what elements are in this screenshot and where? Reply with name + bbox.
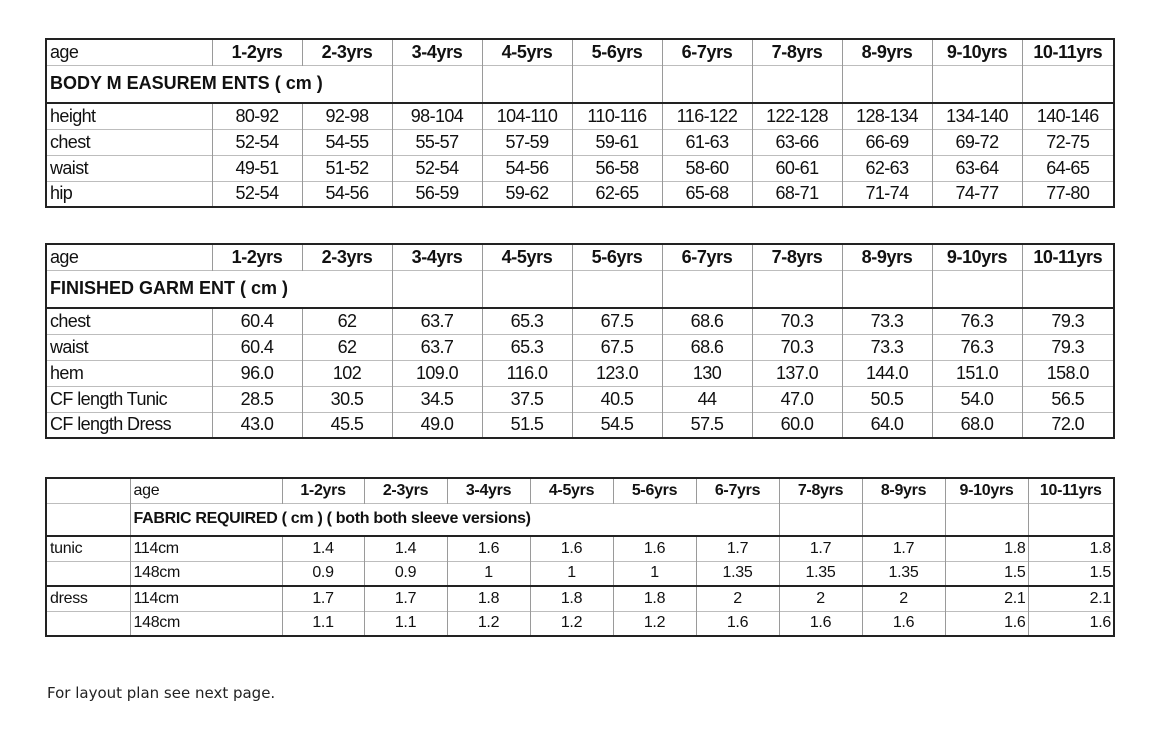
table-cell: 56.5 (1022, 386, 1114, 412)
fabric-width-label: 148cm (130, 611, 282, 636)
table-cell: 1.1 (364, 611, 447, 636)
fabric-width-label: 148cm (130, 561, 282, 586)
table-cell: 76.3 (932, 334, 1022, 360)
table-cell: 1.7 (282, 586, 364, 611)
table-cell: 0.9 (282, 561, 364, 586)
table-cell: 1.8 (530, 586, 613, 611)
table-cell: 140-146 (1022, 103, 1114, 129)
table-cell: 1.6 (613, 536, 696, 561)
table-cell: 57-59 (482, 129, 572, 155)
table-cell: 51-52 (302, 155, 392, 181)
table-cell: 151.0 (932, 360, 1022, 386)
table-cell: 1.4 (364, 536, 447, 561)
section-title-row (46, 65, 1114, 103)
table-cell: 70.3 (752, 308, 842, 334)
table-cell: 54.0 (932, 386, 1022, 412)
table-cell: 144.0 (842, 360, 932, 386)
row-label: height (46, 103, 212, 129)
table-cell: 130 (662, 360, 752, 386)
table-cell: 1.6 (945, 611, 1028, 636)
age-col-header: 4-5yrs (482, 244, 572, 270)
table-cell: 63-66 (752, 129, 842, 155)
table-cell: 110-116 (572, 103, 662, 129)
table-cell: 45.5 (302, 412, 392, 438)
table-cell: 1.7 (862, 536, 945, 561)
row-label: chest (46, 308, 212, 334)
section-title: BODY M EASUREM ENTS ( cm ) (46, 65, 392, 103)
table-cell: 62-65 (572, 181, 662, 207)
table-cell: 69-72 (932, 129, 1022, 155)
table-row (46, 129, 1114, 155)
finished-garment-table (45, 243, 1115, 439)
table-cell: 71-74 (842, 181, 932, 207)
table-cell: 1.6 (1028, 611, 1114, 636)
table-row (46, 334, 1114, 360)
table-cell: 76.3 (932, 308, 1022, 334)
age-col-header: 6-7yrs (696, 478, 779, 503)
table-cell: 92-98 (302, 103, 392, 129)
table-cell: 72.0 (1022, 412, 1114, 438)
age-label: age (46, 244, 212, 270)
table-cell: 66-69 (842, 129, 932, 155)
age-col-header: 9-10yrs (945, 478, 1028, 503)
row-label: waist (46, 155, 212, 181)
table-cell: 62 (302, 334, 392, 360)
table-cell: 102 (302, 360, 392, 386)
table-row (46, 155, 1114, 181)
table-cell: 2.1 (945, 586, 1028, 611)
table-cell: 67.5 (572, 334, 662, 360)
table-cell: 80-92 (212, 103, 302, 129)
table-cell: 1.2 (613, 611, 696, 636)
table-cell: 37.5 (482, 386, 572, 412)
row-label: CF length Tunic (46, 386, 212, 412)
table-cell: 67.5 (572, 308, 662, 334)
section-title: FABRIC REQUIRED ( cm ) ( both both sleeve versions) (130, 503, 779, 536)
table-cell: 79.3 (1022, 308, 1114, 334)
age-col-header: 5-6yrs (572, 39, 662, 65)
row-label: hip (46, 181, 212, 207)
table-cell: 1.8 (945, 536, 1028, 561)
age-col-header: 1-2yrs (212, 244, 302, 270)
table-cell: 68-71 (752, 181, 842, 207)
table-row (46, 561, 1114, 586)
table-cell: 1.35 (779, 561, 862, 586)
age-col-header: 1-2yrs (212, 39, 302, 65)
table-row (46, 360, 1114, 386)
table-cell: 54-55 (302, 129, 392, 155)
table-cell: 49.0 (392, 412, 482, 438)
garment-type-label: dress (46, 586, 130, 611)
table-cell: 58-60 (662, 155, 752, 181)
body-measurements-table (45, 38, 1115, 208)
age-col-header: 7-8yrs (779, 478, 862, 503)
footnote: For layout plan see next page. (47, 684, 276, 702)
age-col-header: 8-9yrs (842, 39, 932, 65)
table-cell: 62 (302, 308, 392, 334)
table-cell: 56-58 (572, 155, 662, 181)
row-label: waist (46, 334, 212, 360)
age-col-header: 5-6yrs (613, 478, 696, 503)
table-cell: 44 (662, 386, 752, 412)
age-col-header: 6-7yrs (662, 244, 752, 270)
table-cell: 63.7 (392, 334, 482, 360)
table-cell: 73.3 (842, 308, 932, 334)
table-cell: 60-61 (752, 155, 842, 181)
table-row (46, 386, 1114, 412)
section-title-row (46, 503, 1114, 536)
table-cell: 59-61 (572, 129, 662, 155)
table-cell: 1.7 (696, 536, 779, 561)
age-col-header: 7-8yrs (752, 244, 842, 270)
table-cell: 1 (447, 561, 530, 586)
table-cell: 60.0 (752, 412, 842, 438)
table-cell: 0.9 (364, 561, 447, 586)
table-cell: 52-54 (392, 155, 482, 181)
age-col-header: 8-9yrs (842, 244, 932, 270)
table-cell: 65.3 (482, 308, 572, 334)
table-cell: 1.6 (530, 536, 613, 561)
age-col-header: 9-10yrs (932, 39, 1022, 65)
row-label: chest (46, 129, 212, 155)
age-col-header: 7-8yrs (752, 39, 842, 65)
table-cell: 40.5 (572, 386, 662, 412)
table-cell: 2.1 (1028, 586, 1114, 611)
table-row (46, 611, 1114, 636)
table-cell: 104-110 (482, 103, 572, 129)
table-cell: 1 (530, 561, 613, 586)
table-cell: 1.5 (945, 561, 1028, 586)
age-col-header: 3-4yrs (392, 39, 482, 65)
table-cell: 54.5 (572, 412, 662, 438)
table-row (46, 103, 1114, 129)
table-cell: 128-134 (842, 103, 932, 129)
age-col-header: 5-6yrs (572, 244, 662, 270)
table-cell: 116.0 (482, 360, 572, 386)
table-cell: 1.6 (862, 611, 945, 636)
table-row (46, 181, 1114, 207)
section-title-row (46, 270, 1114, 308)
table-cell: 1.2 (530, 611, 613, 636)
table-cell: 73.3 (842, 334, 932, 360)
row-label: CF length Dress (46, 412, 212, 438)
table-cell: 1.6 (779, 611, 862, 636)
age-col-header: 10-11yrs (1028, 478, 1114, 503)
table-cell: 1.1 (282, 611, 364, 636)
table-cell: 65-68 (662, 181, 752, 207)
age-col-header: 2-3yrs (364, 478, 447, 503)
table-cell: 56-59 (392, 181, 482, 207)
table-cell: 49-51 (212, 155, 302, 181)
table-cell: 57.5 (662, 412, 752, 438)
table-cell: 28.5 (212, 386, 302, 412)
fabric-width-label: 114cm (130, 586, 282, 611)
age-col-header: 6-7yrs (662, 39, 752, 65)
table-cell: 30.5 (302, 386, 392, 412)
table-cell: 123.0 (572, 360, 662, 386)
table-cell: 68.6 (662, 334, 752, 360)
table-cell: 61-63 (662, 129, 752, 155)
table-cell: 1.7 (779, 536, 862, 561)
table-cell: 60.4 (212, 334, 302, 360)
table-cell: 74-77 (932, 181, 1022, 207)
table-cell: 43.0 (212, 412, 302, 438)
table-cell: 1.7 (364, 586, 447, 611)
table-cell: 1.8 (613, 586, 696, 611)
table-cell: 137.0 (752, 360, 842, 386)
age-col-header: 2-3yrs (302, 39, 392, 65)
age-label: age (130, 478, 282, 503)
table-cell: 98-104 (392, 103, 482, 129)
table-cell: 1.5 (1028, 561, 1114, 586)
section-title: FINISHED GARM ENT ( cm ) (46, 270, 392, 308)
table-cell: 54-56 (482, 155, 572, 181)
table-cell: 1.6 (447, 536, 530, 561)
table-cell: 59-62 (482, 181, 572, 207)
table-cell: 52-54 (212, 129, 302, 155)
age-col-header: 2-3yrs (302, 244, 392, 270)
table-row (46, 536, 1114, 561)
table-cell: 2 (696, 586, 779, 611)
table-cell: 1.4 (282, 536, 364, 561)
age-header-row (46, 244, 1114, 270)
age-col-header: 10-11yrs (1022, 244, 1114, 270)
row-label: hem (46, 360, 212, 386)
age-col-header: 3-4yrs (447, 478, 530, 503)
table-cell: 1.2 (447, 611, 530, 636)
table-cell: 60.4 (212, 308, 302, 334)
table-cell: 2 (779, 586, 862, 611)
table-cell: 47.0 (752, 386, 842, 412)
table-cell: 70.3 (752, 334, 842, 360)
table-cell: 1.35 (862, 561, 945, 586)
table-cell: 68.6 (662, 308, 752, 334)
table-cell: 34.5 (392, 386, 482, 412)
table-cell: 1.8 (447, 586, 530, 611)
age-header-row (46, 39, 1114, 65)
table-cell: 1.8 (1028, 536, 1114, 561)
garment-type-label: tunic (46, 536, 130, 561)
table-cell: 64-65 (1022, 155, 1114, 181)
table-cell: 54-56 (302, 181, 392, 207)
table-cell: 65.3 (482, 334, 572, 360)
table-row (46, 586, 1114, 611)
table-cell: 77-80 (1022, 181, 1114, 207)
age-col-header: 4-5yrs (482, 39, 572, 65)
table-cell: 109.0 (392, 360, 482, 386)
age-header-row (46, 478, 1114, 503)
table-cell: 2 (862, 586, 945, 611)
table-cell: 64.0 (842, 412, 932, 438)
fabric-required-table (45, 477, 1115, 637)
table-cell: 96.0 (212, 360, 302, 386)
table-cell: 55-57 (392, 129, 482, 155)
age-col-header: 3-4yrs (392, 244, 482, 270)
table-cell: 68.0 (932, 412, 1022, 438)
table-cell: 52-54 (212, 181, 302, 207)
table-cell: 63-64 (932, 155, 1022, 181)
table-cell: 51.5 (482, 412, 572, 438)
table-cell: 1 (613, 561, 696, 586)
table-cell: 50.5 (842, 386, 932, 412)
age-col-header: 9-10yrs (932, 244, 1022, 270)
table-row (46, 412, 1114, 438)
table-cell: 62-63 (842, 155, 932, 181)
table-cell: 158.0 (1022, 360, 1114, 386)
fabric-width-label: 114cm (130, 536, 282, 561)
age-col-header: 10-11yrs (1022, 39, 1114, 65)
table-cell: 134-140 (932, 103, 1022, 129)
table-cell: 63.7 (392, 308, 482, 334)
age-col-header: 1-2yrs (282, 478, 364, 503)
table-cell: 79.3 (1022, 334, 1114, 360)
age-col-header: 4-5yrs (530, 478, 613, 503)
table-row (46, 308, 1114, 334)
table-cell: 1.6 (696, 611, 779, 636)
table-cell: 122-128 (752, 103, 842, 129)
table-cell: 72-75 (1022, 129, 1114, 155)
age-col-header: 8-9yrs (862, 478, 945, 503)
table-cell: 1.35 (696, 561, 779, 586)
table-cell: 116-122 (662, 103, 752, 129)
age-label: age (46, 39, 212, 65)
